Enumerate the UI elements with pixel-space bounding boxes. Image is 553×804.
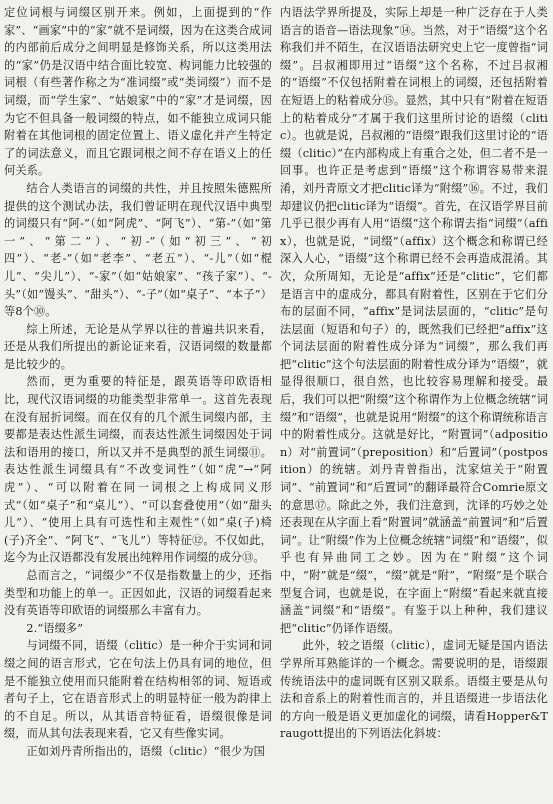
- section-heading: 2.“语缀多”: [26, 621, 84, 635]
- left-column-paragraph: 综上所述，无论是从学界以往的普遍共识来看，还是从我们所提出的新论证来看，汉语词缀的数量都是比较少的。: [4, 322, 272, 371]
- left-column-paragraph: 结合人类语言的词缀的共性，并且按照朱德熙所提供的这个测试办法，我们曾证明在现代汉语中典型的词缀只有“阿-”（如“阿虎”、“阿飞”）、“第-”（如“第一”、“第二”）、“初-”（如“初三”、“初四”）、“老-”（如“老李”、“老五”）、“-儿”（如“棍儿”、“尖儿”）、“-家”（如“姑娘家”、“孩子家”）、“-头”（如“馒头”、“甜头”）、“-子”（如“桌子”、“本子”）等8个⑩。: [4, 181, 272, 319]
- left-column-paragraph: 正如刘丹青所指出的，语缀（clitic）“很少为国: [26, 744, 265, 758]
- left-column-paragraph: 定位词根与词缀区别开来。例如，上面提到的“作家”、“画家”中的“家”就不是词缀，因为在这类合成词的内部前后成分之间明显是修饰关系，所以这类用法的“家”仍是汉语中结合面比较宽、构词能力比较强的词根（有些著作称之为“准词缀”或“类词缀”）而不是词缀，而“学生家”、“姑娘家”中的“家”才是词缀，因为它不但具备一般词缀的特点，如不能独立成词只能附着在其他词根的固定位置上、语义虚化并产生特定了的词法意义，而且它跟词根之间不存在语义上的任何关系。: [4, 6, 272, 178]
- right-column: [280, 4, 548, 804]
- right-column-paragraph: 此外，较之语缀（clitic），虚词无疑是国内语法学界所耳熟能详的一个概念。需要说明的是，语缀跟传统语法中的虚词既有区别又联系。语缀主要是从句法和音系上的附着性而言的，并且语缀进一步语法化的方向一般是语义更加虚化的词缀，请看Hopper&Traugott提出的下列语法化斜坡：: [280, 639, 548, 741]
- right-column-paragraph: 内语法学界所提及，实际上却是一种广泛存在于人类语言的语音—语法现象”⑭。当然，对于“语缀”这个名称我们并不陌生，在汉语语法研究史上它一度曾指“词缀”。吕叔湘即用过“语缀”这个名称，不过吕叔湘的“语缀”不仅包括附着在词根上的词缀，还包括附着在短语上的粘着成分⑮。显然，其中只有“附着在短语上的粘着成分”才属于我们这里所讨论的语缀（clitic）。也就是说，吕叔湘的“语缀”跟我们这里讨论的“语缀（clitic）”在内部构成上有重合之处，但二者不是一回事。也许正是考虑到“语缀”这个称谓容易带来混淆，刘丹青原文才把clitic译为“附缀”⑯。不过，我们却建议仍把clitic译为“语缀”。首先，在汉语学界目前几乎已很少再有人用“语缀”这个称谓去指“词缀”（affix），也就是说，“词缀”（affix）这个概念和称谓已经深入人心，“语缀”这个称谓已经不会再造成混淆。其次，众所周知，无论是“affix”还是“clitic”，它们都是语言中的虚成分，都具有附着性，区别在于它们分布的层面不同，“affix”是词法层面的，“clitic”是句法层面（短语和句子）的，既然我们已经把“affix”这个词法层面的附着性成分译为“词缀”，那么我们再把“clitic”这个句法层面的附着性成分译为“语缀”，就显得很顺口，很自然，也比较容易理解和接受。最后，我们可以把“附缀”这个称谓作为上位概念统辖“词缀”和“语缀”，也就是说用“附缀”的这个称谓统称语言中的附着性成分。这就是好比，“附置词”（adposition）对“前置词”（preposition）和“后置词”（postposition）的统辖。刘丹青曾指出，沈家煊关于“附置词”、“前置词”和“后置词”的翻译最符合Comrie原文的意思⑰。除此之外，我们注意到，沈译的巧妙之处还表现在从字面上看“附置词”就涵盖“前置词”和“后置词”。让“附缀”作为上位概念统辖“词缀”和“语缀”，似乎也有异曲同工之妙。因为在“附缀”这个词中，“附”就是“缀”，“缀”就是“附”，“附缀”是个联合型复合词，也就是说，在字面上“附缀”看起来就直接涵盖“词缀”和“语缀”。有鉴于以上种种，我们建议把“clitic”仍译作语缀。: [280, 6, 548, 635]
- left-column-paragraph: 然而，更为重要的特征是，跟英语等印欧语相比，现代汉语词缀的功能类型非常单一。这首先表现在没有屈折词缀。而在仅有的几个派生词缀内部，主要都是表达性派生词缀，而表达性派生词缀因处于词法和语用的接口，所以又并不是典型的派生词缀⑪。表达性派生词缀具有“不改变词性”（如“虎”→“阿虎”）、“可以附着在同一词根之上构成同义形式”（如“桌子”和“桌儿”）、“可以套叠使用”（如“甜头儿”）、“使用上具有可选性和主观性”（如“桌(子)椅(子)齐全”、“阿飞”、“飞儿”）等特征⑫。不仅如此，迄今为止汉语都没有发展出纯粹用作词缀的成分⑬。: [4, 375, 272, 565]
- left-column-paragraph: 与词缀不同，语缀（clitic）是一种介于实词和词缀之间的语言形式，它在句法上仍具有词的地位，但是不能独立使用而只能附着在结构相邻的词、短语或者句子上，它在语音形式上的明显特征一般为韵律上的不自足。所以，从其语音特征看，语缀很像是词缀，而从其句法表现来看，它又有些像实词。: [4, 639, 272, 741]
- left-column-paragraph: 总而言之，“词缀少”不仅是指数量上的少，还指类型和功能上的单一。正因如此，汉语的词缀看起来没有英语等印欧语的词缀那么丰富有力。: [4, 569, 272, 618]
- left-column: [4, 4, 272, 804]
